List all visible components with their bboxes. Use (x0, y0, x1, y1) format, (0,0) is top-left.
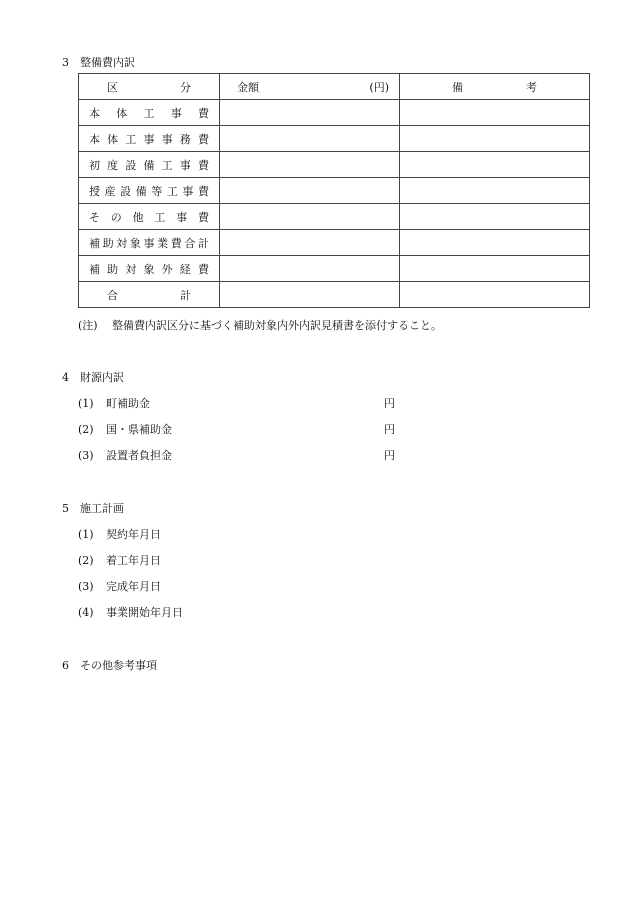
table-row (79, 178, 590, 204)
section5-number: 5 (62, 502, 69, 515)
category-char: 体 (107, 132, 119, 146)
category-char: 備 (135, 184, 147, 198)
category-char: 費 (170, 236, 182, 250)
amount-cell[interactable] (220, 126, 400, 152)
remarks-cell[interactable] (400, 204, 590, 230)
table-row (79, 126, 590, 152)
category-char: 計 (198, 236, 209, 250)
category-char: 事 (143, 132, 155, 146)
schedule-item-number: (4) (78, 606, 94, 619)
note-text: 整備費内訳区分に基づく補助対象内外内訳見積書を添付すること。 (112, 319, 442, 332)
category-char: 事 (176, 210, 188, 224)
amount-cell[interactable] (220, 100, 400, 126)
header-remarks-char: 考 (526, 80, 537, 94)
funding-item (78, 421, 172, 437)
category-cell (79, 126, 220, 152)
amount-cell[interactable] (220, 204, 400, 230)
category-char: 事 (161, 132, 173, 146)
category-cell (79, 282, 220, 308)
section3-number: 3 (62, 56, 69, 69)
category-char: 事 (143, 236, 155, 250)
category-char: 工 (143, 106, 155, 120)
funding-item-label: 町補助金 (106, 397, 150, 410)
section6-heading (62, 657, 157, 673)
category-cell (79, 230, 220, 256)
category-char: 補 (89, 236, 100, 250)
category-char: 助 (102, 236, 114, 250)
category-char: 象 (143, 262, 155, 276)
header-remarks-char: 備 (452, 80, 463, 94)
category-char: 設 (120, 184, 132, 198)
schedule-item-number: (1) (78, 528, 94, 541)
category-char: 合 (184, 236, 196, 250)
header-remarks-label (400, 79, 589, 95)
funding-item-label: 設置者負担金 (106, 449, 172, 462)
category-char: 他 (132, 210, 144, 224)
category-label (79, 209, 219, 225)
category-char: 事 (170, 106, 182, 120)
maintenance-cost-breakdown-table (78, 73, 590, 308)
header-amount-unit: (円) (369, 80, 389, 94)
table-row (79, 152, 590, 178)
category-char: の (110, 210, 122, 224)
category-char: 外 (161, 262, 173, 276)
header-category-cell (79, 74, 220, 100)
table-row (79, 230, 590, 256)
category-char: 象 (129, 236, 141, 250)
amount-cell[interactable] (220, 282, 400, 308)
funding-item-unit: 円 (384, 397, 395, 410)
amount-cell[interactable] (220, 256, 400, 282)
category-label (79, 105, 219, 121)
section3-title: 整備費内訳 (80, 56, 135, 69)
header-category-label (79, 79, 219, 95)
header-category-char: 分 (180, 80, 191, 94)
funding-item-number: (2) (78, 423, 94, 436)
category-char: 備 (143, 158, 155, 172)
category-char: 工 (154, 210, 166, 224)
category-char: 費 (197, 210, 209, 224)
remarks-cell[interactable] (400, 100, 590, 126)
category-char: 授 (89, 184, 100, 198)
category-char: 本 (89, 132, 100, 146)
category-label (79, 235, 219, 251)
schedule-item (78, 526, 161, 542)
table-row-total (79, 282, 590, 308)
funding-item-unit: 円 (384, 449, 395, 462)
table-row (79, 204, 590, 230)
header-category-char: 区 (107, 80, 118, 94)
category-cell (79, 256, 220, 282)
category-char: 合 (107, 288, 118, 302)
category-char: 業 (157, 236, 169, 250)
category-char: 工 (161, 158, 173, 172)
category-char: 事 (182, 184, 194, 198)
category-label (79, 183, 219, 199)
table-row (79, 256, 590, 282)
category-char: 設 (125, 158, 137, 172)
category-char: 費 (197, 158, 209, 172)
category-char: 経 (179, 262, 191, 276)
category-cell (79, 204, 220, 230)
schedule-item-number: (2) (78, 554, 94, 567)
section4-title: 財源内訳 (80, 371, 124, 384)
section6-title: その他参考事項 (80, 659, 157, 672)
category-char: 補 (89, 262, 100, 276)
remarks-cell[interactable] (400, 126, 590, 152)
header-remarks-cell (400, 74, 590, 100)
section4-number: 4 (62, 371, 69, 384)
table-row (79, 100, 590, 126)
category-char: 本 (89, 106, 100, 120)
category-label (79, 287, 219, 303)
category-label (79, 261, 219, 277)
category-cell (79, 178, 220, 204)
funding-item (78, 395, 150, 411)
category-cell (79, 152, 220, 178)
amount-cell[interactable] (220, 152, 400, 178)
amount-cell[interactable] (220, 178, 400, 204)
category-char: 費 (198, 106, 209, 120)
funding-item-number: (3) (78, 449, 94, 462)
section6-number: 6 (62, 659, 69, 672)
schedule-item-label: 契約年月日 (106, 528, 161, 541)
category-char: そ (89, 210, 100, 224)
category-char: 工 (125, 132, 137, 146)
schedule-item-label: 完成年月日 (106, 580, 161, 593)
category-char: 体 (116, 106, 128, 120)
category-char: 計 (180, 288, 191, 302)
remarks-cell[interactable] (400, 152, 590, 178)
schedule-item-label: 着工年月日 (106, 554, 161, 567)
category-char: 初 (89, 158, 100, 172)
category-char: 費 (197, 262, 209, 276)
category-char: 対 (116, 236, 128, 250)
category-char: 工 (166, 184, 178, 198)
amount-cell[interactable] (220, 230, 400, 256)
funding-item-label: 国・県補助金 (106, 423, 172, 436)
table-note (78, 317, 442, 333)
category-char: 助 (107, 262, 119, 276)
funding-item (78, 447, 172, 463)
category-char: 費 (197, 132, 209, 146)
header-amount-label: 金額 (237, 80, 259, 94)
category-char: 務 (179, 132, 191, 146)
category-cell (79, 100, 220, 126)
category-label (79, 131, 219, 147)
section5-heading (62, 500, 124, 516)
header-amount-cell (220, 74, 400, 100)
note-label: (注) (78, 319, 98, 332)
schedule-item-label: 事業開始年月日 (106, 606, 183, 619)
funding-item-number: (1) (78, 397, 94, 410)
category-label (79, 157, 219, 173)
category-char: 度 (107, 158, 119, 172)
remarks-cell[interactable] (400, 178, 590, 204)
schedule-item-number: (3) (78, 580, 94, 593)
schedule-item (78, 578, 161, 594)
section4-heading (62, 369, 124, 385)
remarks-cell[interactable] (400, 282, 590, 308)
category-char: 対 (125, 262, 137, 276)
section3-heading (62, 54, 135, 70)
category-char: 等 (151, 184, 163, 198)
remarks-cell[interactable] (400, 230, 590, 256)
schedule-item (78, 604, 183, 620)
funding-item-unit: 円 (384, 423, 395, 436)
remarks-cell[interactable] (400, 256, 590, 282)
schedule-item (78, 552, 161, 568)
category-char: 事 (179, 158, 191, 172)
section5-title: 施工計画 (80, 502, 124, 515)
category-char: 産 (104, 184, 116, 198)
table-header-row (79, 74, 590, 100)
category-char: 費 (197, 184, 209, 198)
